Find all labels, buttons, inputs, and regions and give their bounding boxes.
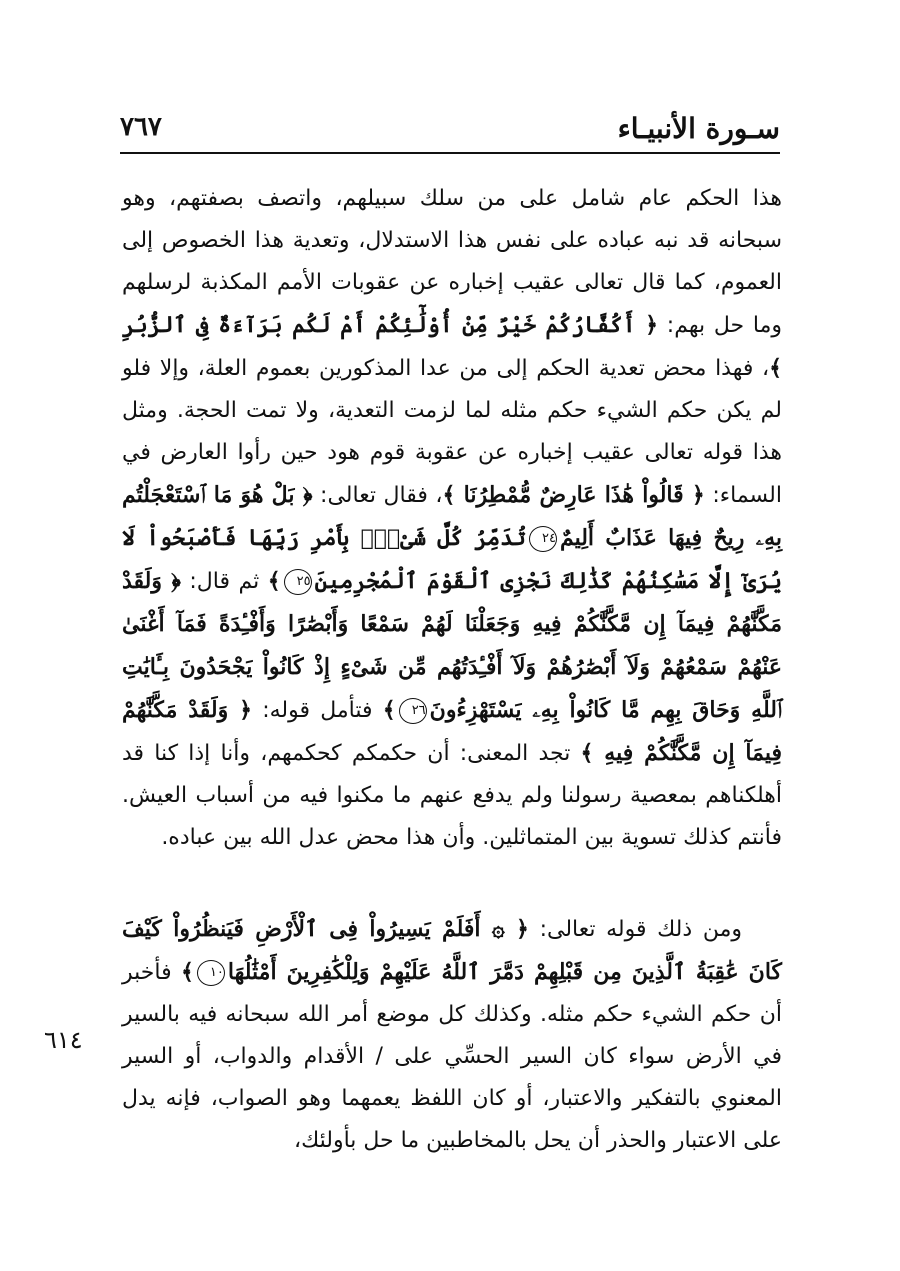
ayah-number-marker: ٢٤: [529, 526, 557, 552]
body-text: فأخبر أن حكم الشيء حكم مثله. وكذلك كل موضع أمر الله سبحانه فيه بالسير في الأرض سواء كان السير الحسِّي على / الأقدام والدواب، أو السير المعنوي بالتفكير والاعتبار، أو كان اللفظ يعمهما وهو الصواب، فإنه يدل على الاعتبار والحذر أن يحل بالمخاطبين ما حل بأولئك،: [122, 960, 782, 1153]
quran-quote: ﴿ وَلَقَدْ مَكَّنَّٰهُمْ فِيمَآ إِن مَّكَّنَّٰكُمْ فِيهِ ﴾: [122, 697, 783, 766]
ayah-number-marker: ٢٥: [284, 569, 312, 595]
quran-quote: ﴿ وَلَقَدْ مَكَّنَّٰهُمْ فِيمَآ إِن مَّكَّنَّٰكُمْ فِيهِ وَجَعَلْنَا لَهُمْ سَمْعًا وَأَبْصَٰرًا وَأَفْـِٔدَةً فَمَآ أَغْنَىٰ عَنْهُمْ سَمْعُهُمْ وَلَآ أَبْصَٰرُهُمْ وَلَآ أَفْـِٔدَتُهُم مِّن شَىْءٍ إِذْ كَانُواْ يَجْحَدُونَ بِـَٔايَٰتِ ٱللَّهِ وَحَاقَ بِهِم مَّا كَانُواْ بِهِۦ يَسْتَهْزِءُونَ: [122, 568, 782, 723]
body-text: ومن ذلك قوله تعالى:: [528, 917, 742, 942]
ayah-number-marker: ١٠: [197, 960, 225, 986]
ayah-number-marker: ٢٦: [399, 698, 427, 724]
body-text: هذا الحكم عام شامل على من سلك سبيلهم، واتصف بصفتهم، وهو سبحانه قد نبه عباده على نفس هذا الاستدلال، وتعدية هذا الخصوص إلى العموم، كما قال تعالى عقيب إخباره عن عقوبات الأمم المكذبة لرسلهم وما حل بهم:: [122, 186, 783, 338]
surah-title: سـورة الأنبيـاء: [617, 112, 780, 145]
quran-quote: ﴿ قَالُواْ هَٰذَا عَارِضٌ مُّمْطِرُنَا ﴾: [442, 482, 705, 508]
paragraph-1: [122, 178, 782, 859]
quran-quote: تُدَمِّرُ كُلَّ شَىْءٍۭ بِأَمْرِ رَبِّهَا فَأَصْبَحُواْ لَا يُرَىٰٓ إِلَّا مَسَٰكِنُهُمْ كَذَٰلِكَ نَجْزِى ٱلْقَوْمَ ٱلْمُجْرِمِينَ: [122, 525, 782, 594]
margin-page-reference: ٦١٤: [44, 1026, 83, 1054]
body-text: ، فهذا محض تعدية الحكم إلى من عدا المذكورين بعموم العلة، وإلا فلو لم يكن حكم الشيء حكم مثله لما لزمت التعدية، ولا تمت الحجة. ومثل هذا قوله تعالى عقيب إخباره عن عقوبة قوم هود حين رأوا العارض في السماء:: [122, 356, 782, 508]
body-text: ، فقال تعالى:: [312, 483, 443, 508]
quran-quote-end: ﴾: [267, 568, 281, 594]
quran-quote: ﴿ بَلْ هُوَ مَا ٱسْتَعْجَلْتُم بِهِۦ رِيحٌ فِيهَا عَذَابٌ أَلِيمٌ: [122, 482, 782, 551]
page-number: ٧٦٧: [120, 112, 162, 142]
body-text: فتأمل قوله:: [252, 698, 383, 723]
page-header: [120, 110, 780, 154]
quran-quote: ﴿ أَكُفَّارُكُمْ خَيْرٌ مِّنْ أُوْلَٰٓئِكُمْ أَمْ لَكُم بَرَآءَةٌ فِى ٱلزُّبُرِ ﴾: [122, 312, 782, 381]
quran-quote-end: ﴾: [382, 697, 396, 723]
paragraph-2: [122, 908, 782, 1162]
body-text: ثم قال:: [180, 569, 268, 594]
body-text: تجد المعنى: أن حكمكم كحكمهم، وأنا إذا كنا قد أهلكناهم بمعصية رسولنا ولم يدفع عنهم ما مكنوا فيه من أسباب العيش. فأنتم كذلك تسوية بين المتماثلين. وأن هذا محض عدل الله بين عباده.: [122, 741, 782, 850]
quran-quote: ﴿ ۞ أَفَلَمْ يَسِيرُواْ فِى ٱلْأَرْضِ فَيَنظُرُواْ كَيْفَ كَانَ عَٰقِبَةُ ٱلَّذِينَ مِن قَبْلِهِمْ دَمَّرَ ٱللَّهُ عَلَيْهِمْ وَلِلْكَٰفِرِينَ أَمْثَٰلُهَا: [122, 916, 782, 985]
quran-quote-end: ﴾: [181, 959, 194, 985]
